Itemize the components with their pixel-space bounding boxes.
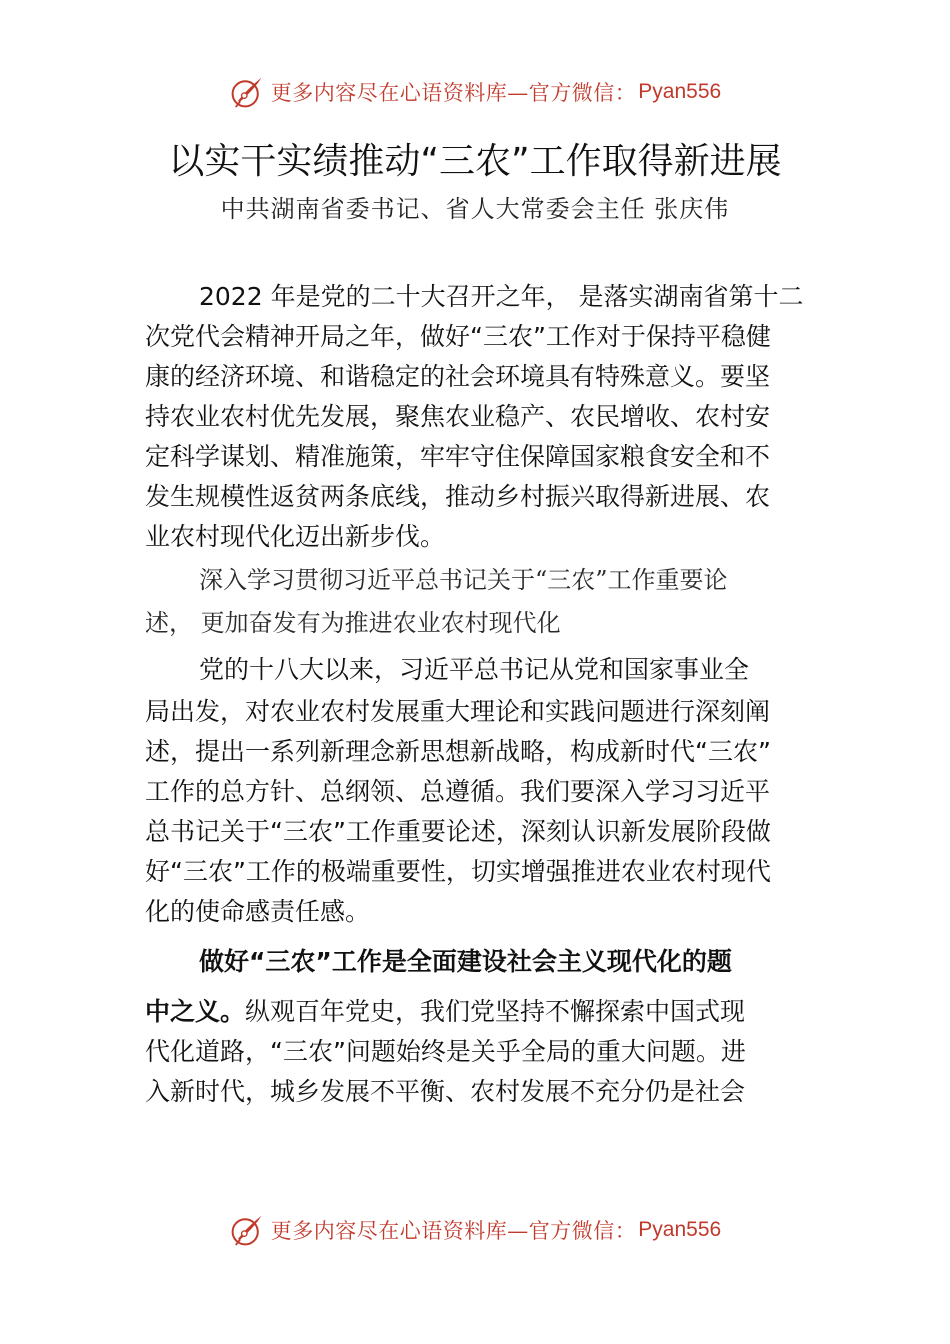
section-heading-line: 深入学习贯彻习近平总书记关于“三农”工作重要论 bbox=[199, 566, 728, 594]
body-line: 定科学谋划、精准施策，牢牢守住保障国家粮食安全和不 bbox=[145, 442, 771, 471]
body-line: 党的十八大以来，习近平总书记从党和国家事业全 bbox=[199, 655, 750, 684]
body-line: 好“三农”工作的极端重要性，切实增强推进农业农村现代 bbox=[145, 857, 771, 886]
body-line: 持农业农村优先发展，聚焦农业稳产、农民增收、农村安 bbox=[145, 402, 771, 431]
body-line: 2022 年是党的二十大召开之年， 是落实湖南省第十二 bbox=[199, 282, 804, 311]
article-author: 中共湖南省委书记、省人大常委会主任 张庆伟 bbox=[220, 195, 730, 223]
body-line: 总书记关于“三农”工作重要论述，深刻认识新发展阶段做 bbox=[145, 817, 771, 846]
watermark-text: 更多内容尽在心语资料库—官方微信： bbox=[270, 1219, 637, 1243]
watermark-footer bbox=[0, 1210, 950, 1250]
watermark-wechat-id: Pyan556 bbox=[638, 80, 722, 103]
body-line: 工作的总方针、总纲领、总遵循。我们要深入学习习近平 bbox=[145, 777, 771, 806]
watermark-wechat-id: Pyan556 bbox=[638, 1218, 722, 1241]
quill-pen-logo-icon bbox=[229, 74, 265, 110]
body-line: 次党代会精神开局之年，做好“三农”工作对于保持平稳健 bbox=[145, 322, 771, 351]
body-line: 化的使命感责任感。 bbox=[145, 897, 371, 926]
body-line: 康的经济环境、和谐稳定的社会环境具有特殊意义。要坚 bbox=[145, 362, 771, 391]
bold-lead-tail: 中之义。 bbox=[145, 997, 246, 1026]
body-line: 发生规模性返贫两条底线，推动乡村振兴取得新进展、农 bbox=[145, 482, 771, 511]
bold-lead-line: 做好“三农”工作是全面建设社会主义现代化的题 bbox=[199, 947, 732, 976]
section-heading-line: 述， 更加奋发有为推进农业农村现代化 bbox=[145, 609, 561, 637]
quill-pen-logo-icon bbox=[229, 1212, 265, 1248]
body-line: 入新时代，城乡发展不平衡、农村发展不充分仍是社会 bbox=[145, 1077, 746, 1106]
body-line: 述，提出一系列新理念新思想新战略，构成新时代“三农” bbox=[145, 737, 771, 766]
body-line: 业农村现代化迈出新步伐。 bbox=[145, 522, 446, 551]
body-line: 代化道路，“三农”问题始终是关乎全局的重大问题。进 bbox=[145, 1037, 746, 1066]
body-text-run: 纵观百年党史，我们党坚持不懈探索中国式现 bbox=[245, 997, 746, 1026]
body-line: 局出发，对农业农村发展重大理论和实践问题进行深刻阐 bbox=[145, 697, 771, 726]
watermark-text: 更多内容尽在心语资料库—官方微信： bbox=[270, 81, 637, 105]
article-title: 以实干实绩推动“三农”工作取得新进展 bbox=[168, 141, 782, 182]
mixed-line bbox=[145, 992, 810, 1032]
watermark-header bbox=[0, 72, 950, 112]
